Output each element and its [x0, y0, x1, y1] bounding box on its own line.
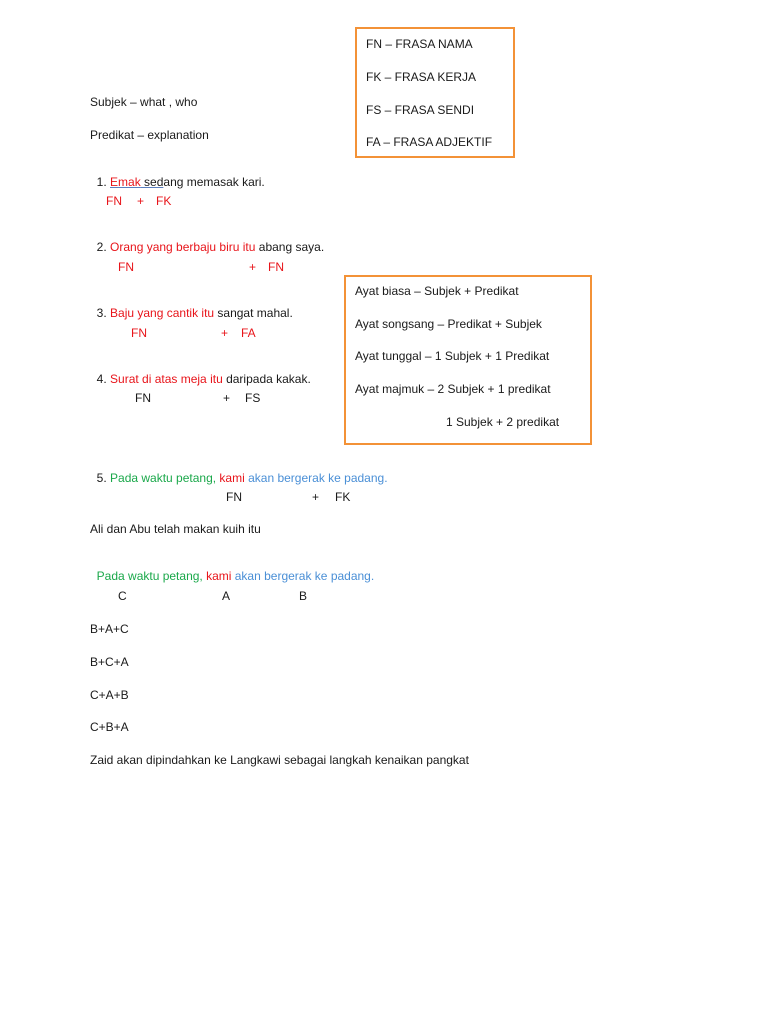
example-5-plus: +: [312, 490, 320, 504]
example-2-plus: +: [249, 260, 257, 274]
example-5-part-a: kami: [216, 471, 245, 485]
example-1-subject-tail: sed: [140, 175, 164, 189]
example-1-predicate: ang memasak kari.: [163, 175, 265, 189]
example-4-subject: Surat di atas meja itu: [110, 372, 223, 386]
example-4-sentence: [90, 358, 311, 386]
example-3-phrase-subject: FN: [131, 326, 147, 340]
legend-fk: FK – FRASA KERJA: [366, 70, 477, 84]
label-b: B: [299, 589, 308, 603]
example-5-sentence: [90, 457, 388, 485]
example-2-phrase-subject: FN: [118, 260, 134, 274]
example-3-number: 3.: [96, 306, 111, 320]
example-2-phrase-predicate: FN: [268, 260, 284, 274]
label-c: C: [118, 589, 127, 603]
example-2-sentence: [90, 226, 324, 254]
ayat-tunggal: Ayat tunggal – 1 Subjek + 1 Predikat: [355, 349, 550, 363]
def-predikat: Predikat – explanation: [90, 128, 209, 142]
ayat-majmuk: Ayat majmuk – 2 Subjek + 1 predikat: [355, 382, 551, 396]
phrase-legend-box: [355, 27, 515, 158]
sentence-ali: Ali dan Abu telah makan kuih itu: [90, 522, 261, 536]
example-1-number: 1.: [96, 175, 111, 189]
example-4-phrase-subject: FN: [135, 391, 151, 405]
ayat-biasa: Ayat biasa – Subjek + Predikat: [355, 284, 519, 298]
label-a: A: [222, 589, 231, 603]
example-5-part-b: akan bergerak ke padang.: [244, 471, 388, 485]
repeat-sentence: [90, 555, 374, 583]
example-2-subject: Orang yang berbaju biru itu: [110, 240, 256, 254]
repeat-part-a: kami: [202, 569, 232, 583]
repeat-part-c: Pada waktu petang,: [96, 569, 203, 583]
example-3-subject: Baju yang cantik itu: [110, 306, 215, 320]
example-1-sentence: [90, 161, 265, 189]
ayat-songsang: Ayat songsang – Predikat + Subjek: [355, 317, 542, 331]
example-4-phrase-predicate: FS: [245, 391, 261, 405]
example-5-phrase-predicate: FK: [335, 490, 351, 504]
example-4-plus: +: [223, 391, 231, 405]
example-1-phrase-subject: FN: [106, 194, 122, 208]
def-subjek: Subjek – what , who: [90, 95, 198, 109]
example-4-predicate: daripada kakak.: [222, 372, 311, 386]
example-1-plus: +: [137, 194, 145, 208]
example-5-number: 5.: [96, 471, 111, 485]
example-5-part-c: Pada waktu petang,: [110, 471, 217, 485]
example-3-plus: +: [221, 326, 229, 340]
example-3-phrase-predicate: FA: [241, 326, 256, 340]
example-2-number: 2.: [96, 240, 111, 254]
order-3: C+A+B: [90, 688, 129, 702]
example-2-predicate: abang saya.: [255, 240, 325, 254]
example-1-subject: Emak: [110, 175, 141, 189]
example-3-sentence: [90, 292, 293, 320]
legend-fa: FA – FRASA ADJEKTIF: [366, 135, 493, 149]
order-1: B+A+C: [90, 622, 129, 636]
example-4-number: 4.: [96, 372, 111, 386]
legend-fn: FN – FRASA NAMA: [366, 37, 473, 51]
sentence-zaid: Zaid akan dipindahkan ke Langkawi sebagai langkah kenaikan pangkat: [90, 753, 469, 767]
repeat-part-b: akan bergerak ke padang.: [231, 569, 375, 583]
order-4: C+B+A: [90, 720, 129, 734]
example-5-phrase-subject: FN: [226, 490, 242, 504]
example-1-phrase-predicate: FK: [156, 194, 172, 208]
sentence-types-box: [344, 275, 592, 445]
order-2: B+C+A: [90, 655, 129, 669]
legend-fs: FS – FRASA SENDI: [366, 103, 475, 117]
example-3-predicate: sangat mahal.: [214, 306, 293, 320]
ayat-majmuk-alt: 1 Subjek + 2 predikat: [446, 415, 560, 429]
